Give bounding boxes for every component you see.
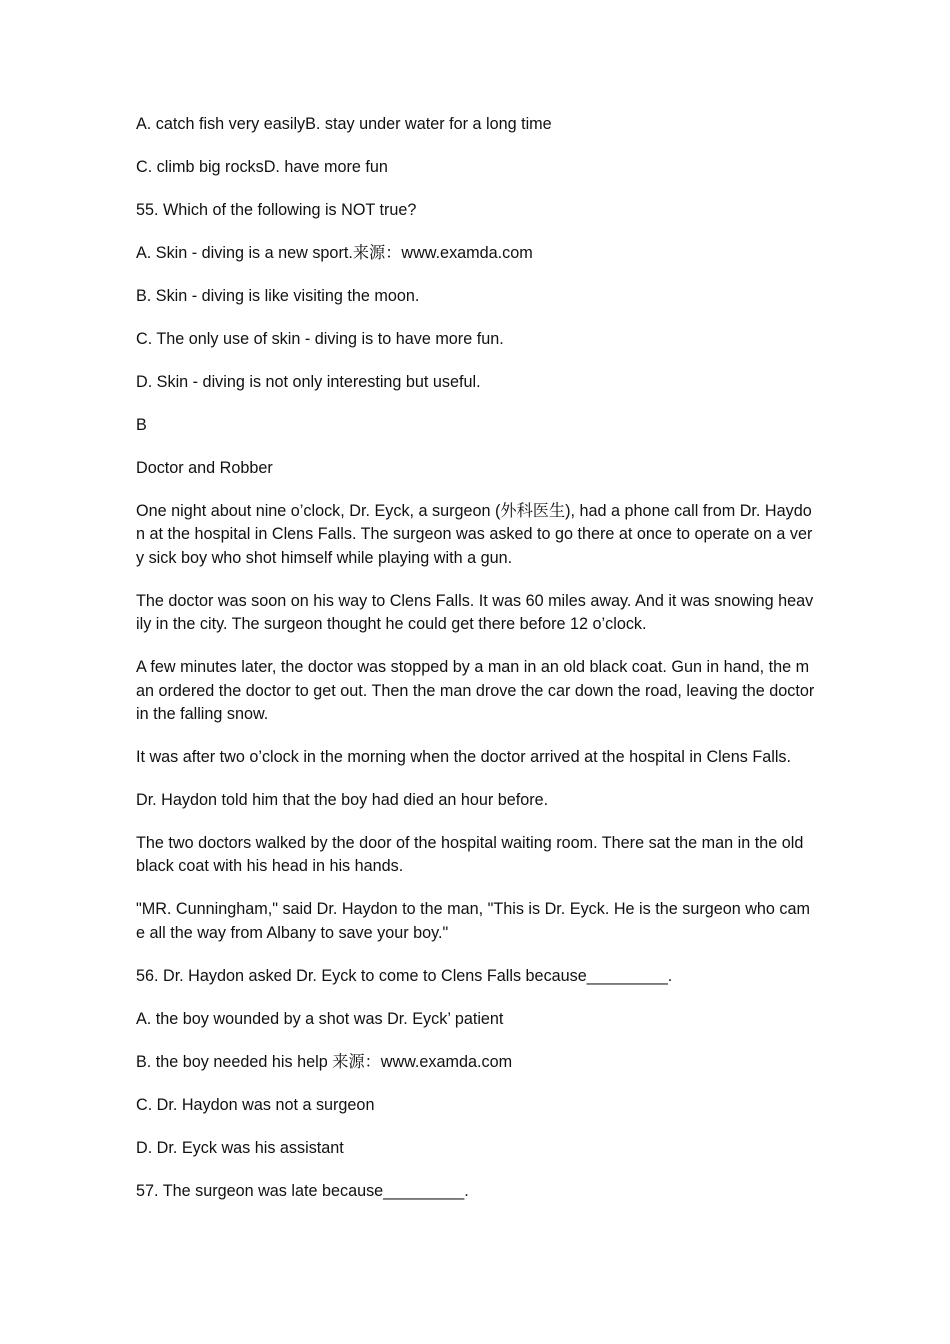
passage-title: Doctor and Robber — [136, 459, 273, 477]
passage-paragraph: A few minutes later, the doctor was stopped by a man in an old black coat. Gun in hand, the man ordered the doctor to get out. Then the man drove the car down the road, leaving the doctor in the falling snow. — [136, 658, 815, 724]
option-55-d: D. Skin - diving is not only interesting but useful. — [136, 373, 481, 391]
question-57: 57. The surgeon was late because_________. — [136, 1181, 469, 1200]
passage-paragraph: Dr. Haydon told him that the boy had died an hour before. — [136, 791, 549, 810]
passage-paragraph: One night about nine o’clock, Dr. Eyck, a surgeon (外科医生), had a phone call from Dr. Haydon at the hospital in Clens Falls. The surgeon was asked to go there at once to operate on a very sick boy who shot himself while playing with a gun. — [136, 502, 813, 567]
document-page — [136, 113, 816, 1223]
option-55-a: A. Skin - diving is a new sport.来源：www.examda.com — [136, 244, 533, 262]
question-55: 55. Which of the following is NOT true? — [136, 201, 417, 219]
option-54-c-d: C. climb big rocksD. have more fun — [136, 158, 388, 176]
option-55-b: B. Skin - diving is like visiting the moon. — [136, 287, 420, 305]
passage-paragraph: It was after two o’clock in the morning when the doctor arrived at the hospital in Clens Falls. — [136, 748, 792, 767]
passage-paragraph: "MR. Cunningham," said Dr. Haydon to the man, "This is Dr. Eyck. He is the surgeon who came all the way from Albany to save your boy." — [136, 900, 811, 942]
section-label: B — [136, 416, 147, 434]
option-56-d: D. Dr. Eyck was his assistant — [136, 1138, 344, 1157]
question-56: 56. Dr. Haydon asked Dr. Eyck to come to Clens Falls because_________. — [136, 966, 673, 985]
option-54-a-b: A. catch fish very easilyB. stay under water for a long time — [136, 115, 552, 133]
option-56-b: B. the boy needed his help 来源：www.examda.com — [136, 1052, 513, 1071]
option-56-c: C. Dr. Haydon was not a surgeon — [136, 1095, 375, 1114]
option-55-c: C. The only use of skin - diving is to have more fun. — [136, 330, 504, 348]
option-56-a: A. the boy wounded by a shot was Dr. Eyck’ patient — [136, 1009, 504, 1028]
passage-paragraph: The doctor was soon on his way to Clens Falls. It was 60 miles away. And it was snowing heavily in the city. The surgeon thought he could get there before 12 o’clock. — [136, 591, 814, 634]
passage-paragraph: The two doctors walked by the door of the hospital waiting room. There sat the man in the old black coat with his head in his hands. — [136, 834, 804, 876]
